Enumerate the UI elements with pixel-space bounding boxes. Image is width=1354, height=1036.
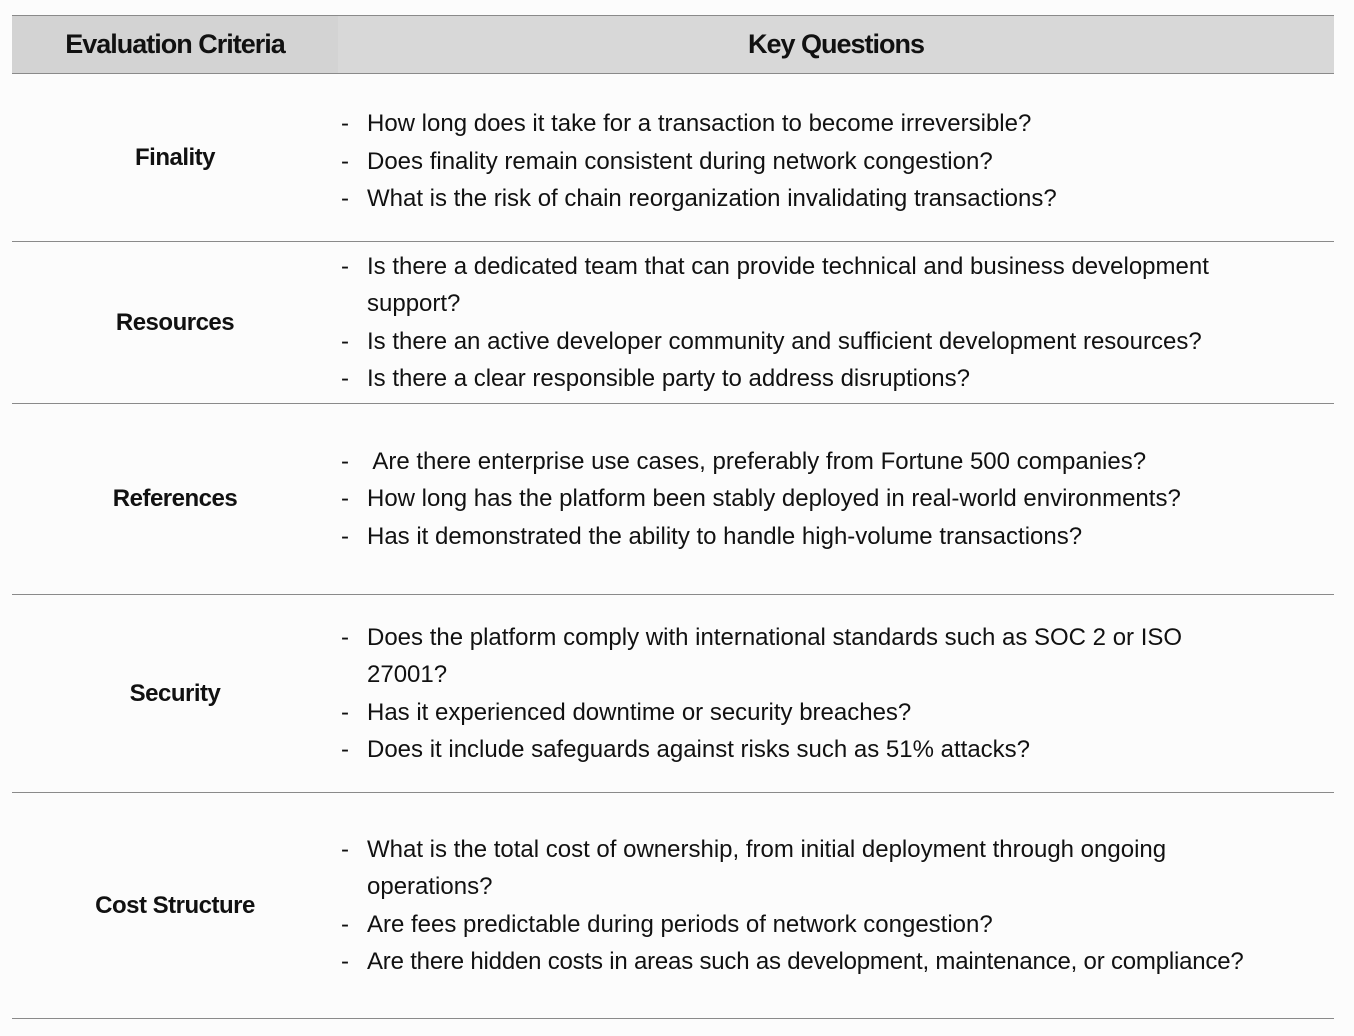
question-item: - Is there a dedicated team that can provide technical and business development support? [338,248,1334,323]
questions-cell [338,74,1334,241]
evaluation-table [12,15,1334,1019]
bullet-dash: - [341,447,349,475]
question-item: - How long does it take for a transaction to become irreversible? [338,105,1334,143]
bullet-dash: - [341,110,349,138]
bullet-dash: - [341,698,349,726]
questions-cell [338,595,1334,792]
table-row-resources [12,242,1334,404]
bullet-dash: - [341,365,349,392]
header-key-questions: Key Questions [747,29,925,59]
question-item: - Has it demonstrated the ability to handle high-volume transactions? [338,518,1334,556]
question-item: - Has it experienced downtime or security breaches? [338,694,1334,732]
bullet-dash: - [341,522,349,550]
bullet-dash: - [341,835,349,863]
criteria-cell: Finality [134,143,215,171]
question-item: - Does it include safeguards against risks such as 51% attacks? [338,731,1334,769]
criteria-cell: Security [129,679,221,707]
bullet-dash: - [341,736,349,763]
bullet-dash: - [341,252,349,280]
question-item: - Does finality remain consistent during network congestion? [338,143,1334,181]
bullet-dash: - [341,485,349,513]
table-header [12,15,1334,74]
question-item: - What is the risk of chain reorganization invalidating transactions? [338,180,1334,218]
header-evaluation-criteria: Evaluation Criteria [12,16,338,73]
bullet-dash: - [341,948,349,975]
question-item: - Are there enterprise use cases, preferably from Fortune 500 companies? [338,443,1334,481]
questions-cell [338,404,1334,594]
question-item: - Is there an active developer community and sufficient development resources? [338,323,1334,361]
questions-cell [338,242,1334,403]
bullet-dash: - [341,623,349,651]
table-row-cost-structure [12,793,1334,1019]
question-item: - Does the platform comply with international standards such as SOC 2 or ISO 27001? [338,619,1334,694]
criteria-cell: References [112,485,238,512]
question-item: - What is the total cost of ownership, from initial deployment through ongoing operations? [338,831,1334,906]
bullet-dash: - [341,185,349,213]
question-item: - Are fees predictable during periods of network congestion? [338,906,1334,944]
bullet-dash: - [341,327,349,355]
bullet-dash: - [341,910,349,938]
bullet-dash: - [341,147,349,175]
question-item: - Is there a clear responsible party to address disruptions? [338,360,1334,398]
table-row-security [12,595,1334,793]
questions-cell [338,793,1334,1018]
question-item: - Are there hidden costs in areas such as development, maintenance, or compliance? [338,943,1334,981]
table-row-references [12,404,1334,595]
criteria-cell: Resources [115,308,235,336]
table-row-finality [12,74,1334,242]
question-item: - How long has the platform been stably deployed in real-world environments? [338,480,1334,518]
criteria-cell: Cost Structure [95,891,255,919]
